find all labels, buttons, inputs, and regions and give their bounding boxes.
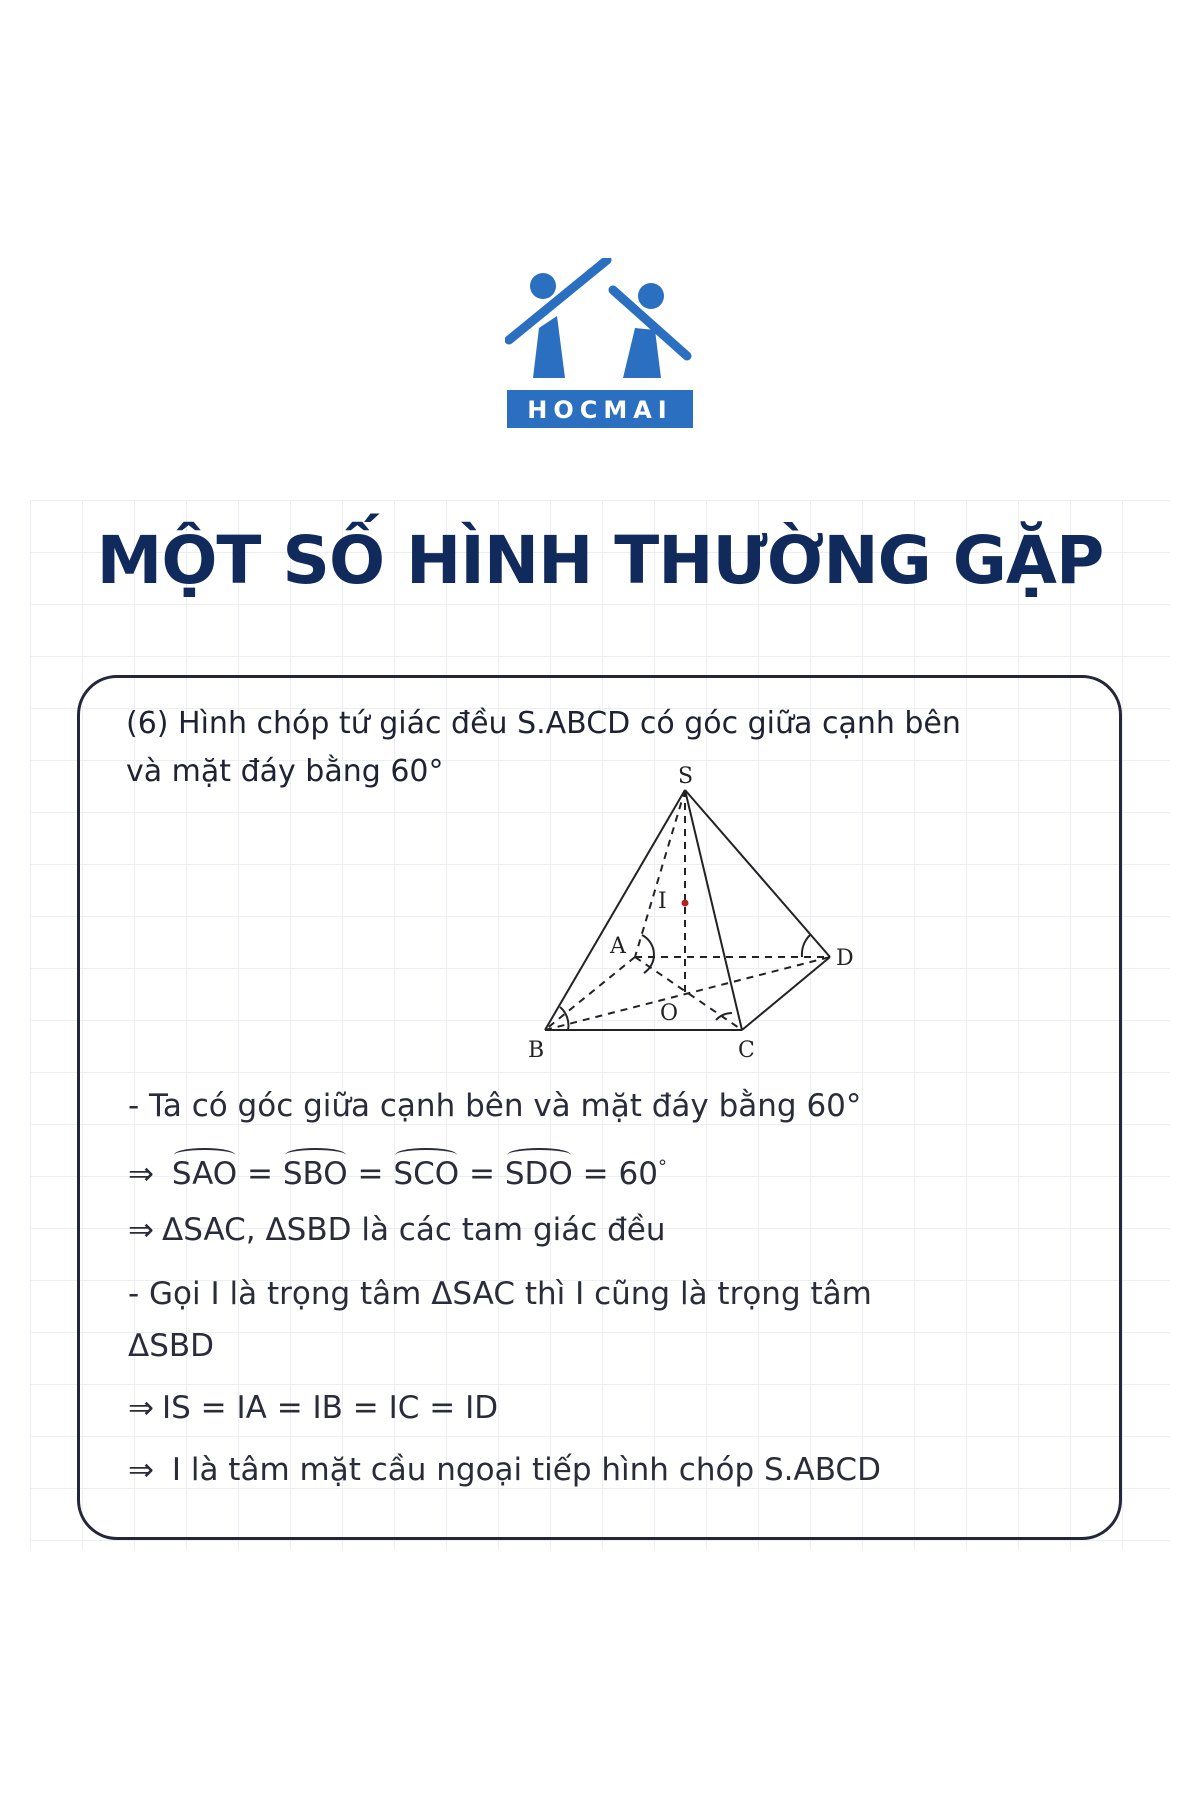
- angle-value: 60: [618, 1156, 658, 1192]
- label-C: C: [738, 1038, 755, 1063]
- text-line-3: [128, 1212, 1088, 1248]
- pyramid-figure: [520, 765, 890, 1065]
- label-D: D: [836, 946, 854, 971]
- text-line-1: - Ta có góc giữa cạnh bên và mặt đáy bằng 60°: [128, 1088, 862, 1124]
- equals-4: =: [582, 1156, 609, 1192]
- card-heading-line2: và mặt đáy bằng 60°: [126, 754, 444, 789]
- text-line-6: [128, 1390, 1088, 1426]
- label-B: B: [528, 1038, 545, 1063]
- logo-text: HOCMAI: [527, 396, 673, 424]
- page-title: MỘT SỐ HÌNH THƯỜNG GẶP: [96, 522, 1104, 599]
- implies-arrow: ⇒: [128, 1390, 154, 1426]
- text-line-4: - Gọi I là trọng tâm ΔSAC thì I cũng là trọng tâm: [128, 1276, 872, 1312]
- line-3-text: ΔSAC, ΔSBD là các tam giác đều: [161, 1212, 666, 1248]
- degree-sign: °: [657, 1156, 667, 1178]
- text-line-5: ΔSBD: [128, 1328, 215, 1364]
- line-7-text: I là tâm mặt cầu ngoại tiếp hình chóp S.ABCD: [161, 1452, 881, 1488]
- implies-arrow: ⇒: [128, 1212, 154, 1248]
- implies-arrow: ⇒: [128, 1452, 154, 1488]
- angle-4: SDO: [505, 1150, 573, 1192]
- label-O: O: [660, 1001, 679, 1026]
- line-6-text: IS = IA = IB = IC = ID: [161, 1390, 499, 1426]
- equals-2: =: [357, 1156, 384, 1192]
- text-line-7: [128, 1452, 1088, 1488]
- angle-3: SCO: [393, 1150, 459, 1192]
- label-I: I: [658, 889, 667, 914]
- label-A: A: [610, 934, 626, 959]
- label-S: S: [678, 764, 694, 789]
- hocmai-logo: [505, 258, 695, 438]
- equals-3: =: [468, 1156, 495, 1192]
- equals-1: =: [247, 1156, 274, 1192]
- card-heading-line1: (6) Hình chóp tứ giác đều S.ABCD có góc giữa cạnh bên: [126, 706, 961, 741]
- text-line-angles: [128, 1150, 1088, 1192]
- implies-arrow: ⇒: [128, 1156, 154, 1192]
- angle-2: SBO: [283, 1150, 348, 1192]
- angle-1: SAO: [172, 1150, 237, 1192]
